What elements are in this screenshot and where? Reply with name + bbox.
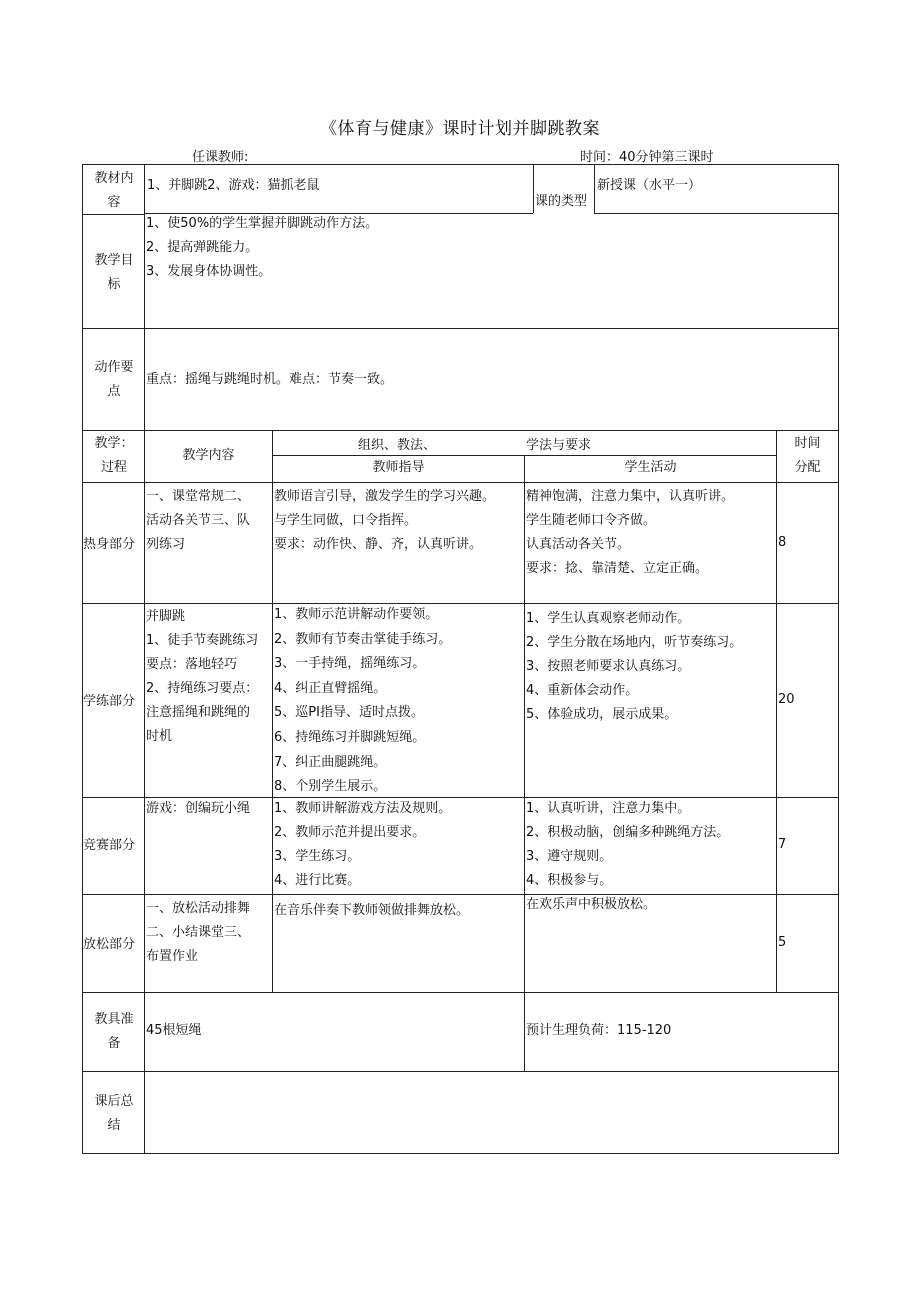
key-points-label: 动作要 点 bbox=[94, 360, 134, 399]
lesson-type-label: 课的类型 bbox=[535, 194, 588, 209]
section-content: 一、课堂常规二、 活动各关节三、队 列练习 bbox=[146, 489, 251, 552]
goal-item: 3、发展身体协调性。 bbox=[146, 264, 272, 279]
teacher-guidance: 1、教师示范讲解动作要领。 2、教师有节奏击掌徒手练习。 3、一手持绳，摇绳练习。 4、纠正直臂摇绳。 5、巡PI指导、适时点拨。 6、持绳练习并脚跳短绳。 7、纠正曲腿跳绳。 8、个别学生展示。 bbox=[274, 607, 452, 795]
material-content: 1、并脚跳2、游戏：猫抓老鼠 bbox=[147, 178, 320, 193]
student-activity: 精神饱满，注意力集中，认真听讲。 学生随老师口令齐做。 认真活动各关节。 要求：捻、靠清楚、立定正确。 bbox=[526, 489, 735, 576]
physiological-load: 预计生理负荷：115-120 bbox=[526, 1023, 672, 1038]
section-name: 竞赛部分 bbox=[83, 838, 136, 853]
section-time: 20 bbox=[778, 692, 795, 707]
section-name: 热身部分 bbox=[83, 537, 136, 552]
section-name: 学练部分 bbox=[83, 694, 136, 709]
goal-item: 2、提高弹跳能力。 bbox=[146, 240, 259, 255]
goals-list bbox=[146, 212, 378, 284]
material-label: 教材内 容 bbox=[94, 171, 134, 210]
header-student: 学生活动 bbox=[624, 460, 677, 475]
teacher-label: 任课教师: bbox=[192, 150, 249, 165]
teacher-guidance: 在音乐伴奏下教师领做排舞放松。 bbox=[274, 903, 470, 918]
header-org: 组织、教法、 bbox=[358, 438, 437, 453]
key-points-content: 重点：摇绳与跳绳时机。难点：节奏一致。 bbox=[146, 372, 394, 387]
equipment-label: 教具准 备 bbox=[94, 1012, 134, 1051]
equipment-content: 45根短绳 bbox=[146, 1023, 202, 1038]
header-content: 教学内容 bbox=[182, 448, 235, 463]
header-teacher: 教师指导 bbox=[372, 460, 425, 475]
page-title: 《体育与健康》课时计划并脚跳教案 bbox=[320, 119, 600, 139]
section-time: 8 bbox=[778, 535, 787, 550]
goals-label: 教学目 标 bbox=[94, 253, 134, 292]
teacher-guidance: 教师语言引导，激发学生的学习兴趣。 与学生同做，口令指挥。 要求：动作快、静、齐，认真听讲。 bbox=[274, 489, 496, 552]
section-time: 5 bbox=[778, 935, 787, 950]
section-content: 并脚跳 1、徒手节奏跳练习 要点：落地轻巧 2、持绳练习要点： 注意摇绳和跳绳的 时机 bbox=[146, 609, 259, 744]
summary-label: 课后总 结 bbox=[94, 1094, 134, 1133]
section-content: 游戏：创编玩小绳 bbox=[146, 801, 251, 816]
student-activity: 1、学生认真观察老师动作。 2、学生分散在场地内，听节奏练习。 3、按照老师要求认真练习。 4、重新体会动作。 5、体验成功，展示成果。 bbox=[526, 611, 743, 722]
time-label: 时间：40分钟第三课时 bbox=[580, 150, 714, 165]
section-content: 一、放松活动排舞 二、小结课堂三、 布置作业 bbox=[146, 901, 251, 964]
student-activity: 1、认真听讲，注意力集中。 2、积极动脑，创编多种跳绳方法。 3、遵守规则。 4、积极参与。 bbox=[526, 801, 730, 888]
header-process: 教学： 过程 bbox=[94, 436, 134, 475]
header-method: 学法与要求 bbox=[526, 438, 592, 453]
student-activity: 在欢乐声中积极放松。 bbox=[526, 897, 657, 912]
goal-item: 1、使50%的学生掌握并脚跳动作方法。 bbox=[146, 216, 379, 231]
lesson-type-value: 新授课（水平一） bbox=[597, 178, 702, 193]
header-time: 时间 分配 bbox=[794, 436, 821, 475]
section-time: 7 bbox=[778, 837, 787, 852]
section-name: 放松部分 bbox=[83, 937, 136, 952]
teacher-guidance: 1、教师讲解游戏方法及规则。 2、教师示范并提出要求。 3、学生练习。 4、进行比赛。 bbox=[274, 801, 452, 888]
